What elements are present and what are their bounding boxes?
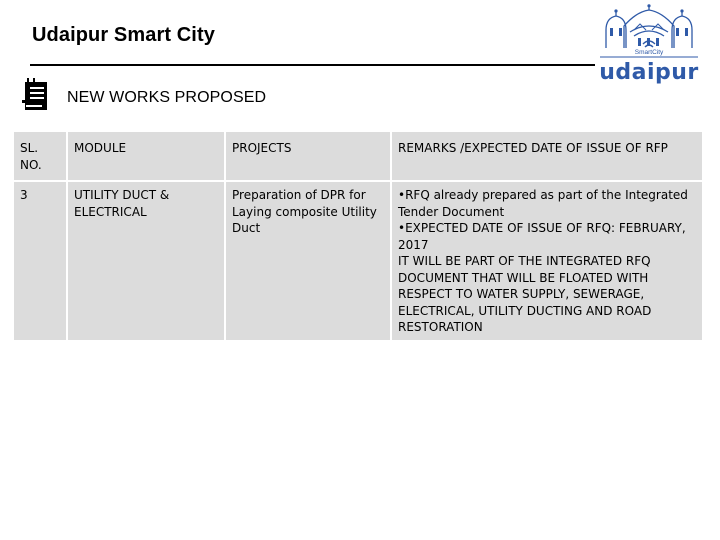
- page-title: Udaipur Smart City: [32, 24, 215, 46]
- header-module: MODULE: [67, 131, 225, 181]
- remark-line: IT WILL BE PART OF THE INTEGRATED RFQ DOCUMENT THAT WILL BE FLOATED WITH RESPECT TO WATER SUPPLY, SEWERAGE, ELECTRICAL, UTILITY DUCTING AND ROAD RESTORATION: [398, 254, 652, 334]
- cell-sl-no: 3: [13, 181, 67, 341]
- works-table: [12, 130, 704, 342]
- table-row: [13, 181, 703, 341]
- table-header-row: [13, 131, 703, 181]
- title-divider: [30, 64, 595, 66]
- cell-projects: Preparation of DPR for Laying composite Utility Duct: [225, 181, 391, 341]
- logo-udaipur-text: udaipur: [599, 60, 699, 85]
- logo-smartcity-text: SmartCity: [634, 49, 664, 56]
- cell-module: UTILITY DUCT & ELECTRICAL: [67, 181, 225, 341]
- document-icon: [22, 78, 50, 112]
- header-sl-no: SL. NO.: [13, 131, 67, 181]
- udaipur-smart-city-logo: [594, 4, 704, 86]
- header-projects: PROJECTS: [225, 131, 391, 181]
- header-remarks: REMARKS /EXPECTED DATE OF ISSUE OF RFP: [391, 131, 703, 181]
- section-title: NEW WORKS PROPOSED: [67, 89, 267, 106]
- cell-remarks: [391, 181, 703, 341]
- works-table-container: [12, 130, 702, 342]
- remark-line: •EXPECTED DATE OF ISSUE OF RFQ: FEBRUARY, 2017: [398, 221, 686, 252]
- remark-line: •RFQ already prepared as part of the Integrated Tender Document: [398, 188, 688, 219]
